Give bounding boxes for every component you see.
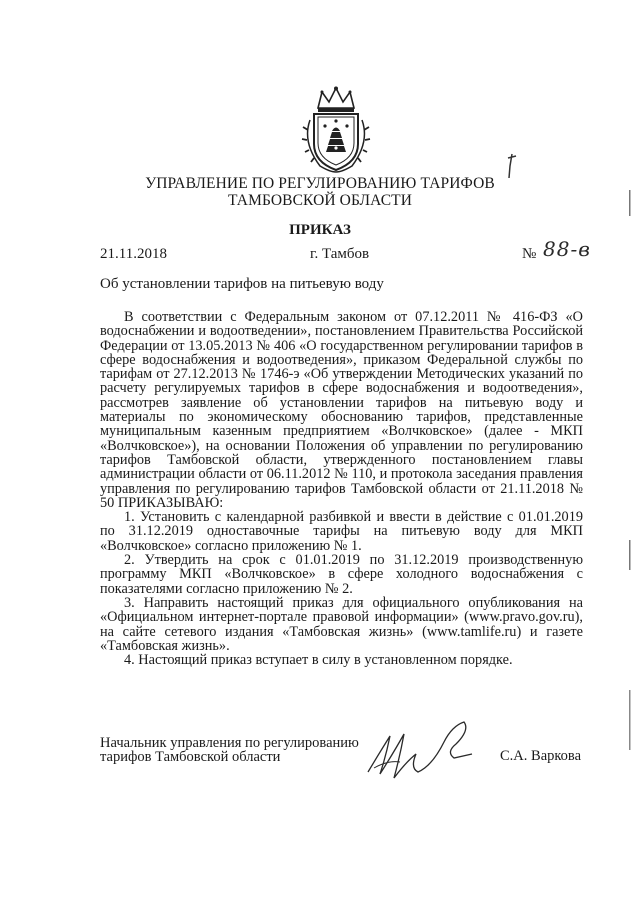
signer-title — [100, 736, 359, 764]
scan-edge-artifact — [629, 0, 632, 905]
order-city: г. Тамбов — [310, 246, 370, 262]
signer-title-line-1: Начальник управления по регулированию — [100, 735, 359, 751]
order-subject: Об установлении тарифов на питьевую воду — [100, 276, 384, 292]
order-item-2: 2. Утвердить на срок с 01.01.2019 по 31.12.2019 производственную программу МКП «Волчковское» в сфере холодного водоснабжения с показателями согласно приложению № 2. — [100, 552, 583, 597]
signature-icon — [360, 712, 480, 788]
agency-header — [0, 175, 640, 209]
signer-title-line-2: тарифов Тамбовской области — [100, 749, 281, 765]
order-item-1: 1. Установить с календарной разбивкой и ввести в действие с 01.01.2019 по 31.12.2019 одноставочные тарифы на питьевую воду для МКП «Волчковское» согласно приложению № 1. — [100, 509, 583, 554]
order-title: ПРИКАЗ — [289, 222, 351, 238]
coat-of-arms-icon — [296, 86, 376, 174]
agency-line-1: УПРАВЛЕНИЕ ПО РЕГУЛИРОВАНИЮ ТАРИФОВ — [145, 175, 495, 192]
agency-line-2: ТАМБОВСКОЙ ОБЛАСТИ — [228, 192, 412, 209]
preamble-paragraph: В соответствии с Федеральным законом от 07.12.2011 № 416-ФЗ «О водоснабжении и водоотведении», постановлением Правительства Российской Федерации от 13.05.2013 № 406 «О государственном регулировании тарифов в сфере водоснабжения и водоотведения», приказом Федеральной службы по тарифам от 27.12.2013 № 1746-э «Об утверждении Методических указаний по расчету регулируемых тарифов в сфере водоснабжения и водоотведения», рассмотрев заявление об установлении тарифов на питьевую воду и материалы по экономическому обоснованию тарифов, представленные муниципальным казенным предприятием «Волчковское» (далее - МКП «Волчковское»), на основании Положения об управлении по регулированию тарифов Тамбовской области, утвержденного постановлением главы администрации области от 06.11.2012 № 110, и протокола заседания правления управления по регулированию тарифов Тамбовской области от 21.11.2018 № 50 ПРИКАЗЫВАЮ: — [100, 309, 583, 511]
order-body — [100, 310, 583, 667]
order-item-3: 3. Направить настоящий приказ для официального опубликования на «Официальном интернет-портале правовой информации» (www.pravo.gov.ru), на сайте сетевого издания «Тамбовская жизнь» (www.tamlife.ru) и газете «Тамбовская жизнь». — [100, 594, 583, 654]
order-date: 21.11.2018 — [100, 246, 167, 262]
order-number-label: № — [522, 246, 537, 262]
signer-name: С.А. Варкова — [500, 748, 582, 764]
order-number-handwritten: 88-в — [543, 237, 591, 261]
order-item-4: 4. Настоящий приказ вступает в силу в установленном порядке. — [124, 652, 513, 669]
